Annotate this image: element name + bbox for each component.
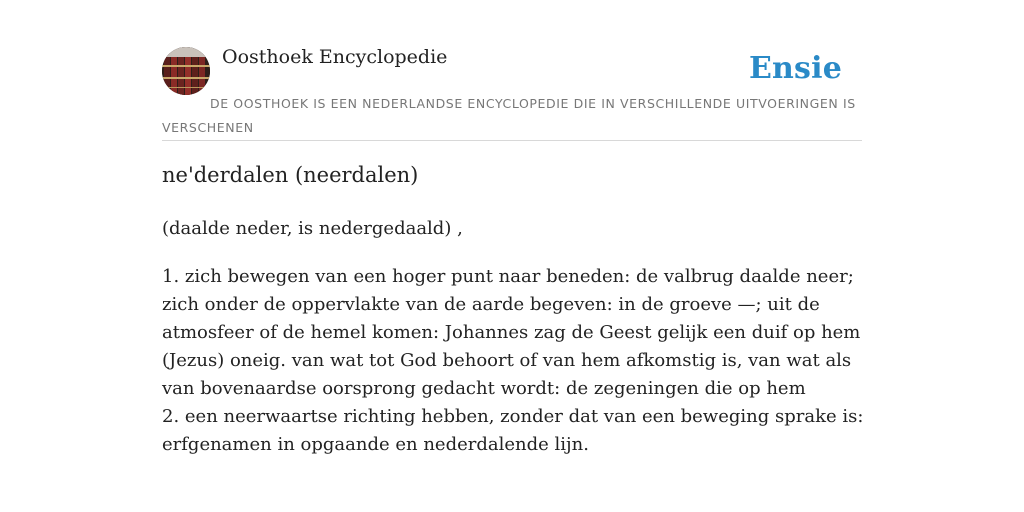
brand-logo[interactable]: Ensie — [748, 51, 842, 86]
entry-headword: ne'derdalen (neerdalen) — [162, 163, 419, 187]
entry-definition — [162, 263, 867, 459]
entry-grammar: (daalde neder, is nedergedaald) , — [162, 218, 463, 239]
definition-sense: 1. zich bewegen van een hoger punt naar beneden: de valbrug daalde neer; zich onder de oppervlakte van de aarde begeven: in de groeve —; uit de atmosfeer of de hemel komen: Johannes zag de Geest gelijk een duif op hem (Jezus) oneig. van wat tot God behoort of van hem afkomstig is, van wat als van bovenaardse oorsprong gedacht wordt: de zegeningen die op hem — [162, 266, 861, 399]
source-description: DE OOSTHOEK IS EEN NEDERLANDSE ENCYCLOPEDIE DIE IN VERSCHILLENDE UITVOERINGEN IS VERSCHENEN — [162, 96, 856, 135]
book-spines-icon — [162, 47, 210, 95]
definition-sense: 2. een neerwaartse richting hebben, zonder dat van een beweging sprake is: erfgenamen in opgaande en nederdalende lijn. — [162, 406, 864, 455]
source-header — [162, 46, 862, 141]
source-avatar[interactable] — [162, 47, 210, 95]
source-title[interactable]: Oosthoek Encyclopedie — [222, 46, 448, 68]
